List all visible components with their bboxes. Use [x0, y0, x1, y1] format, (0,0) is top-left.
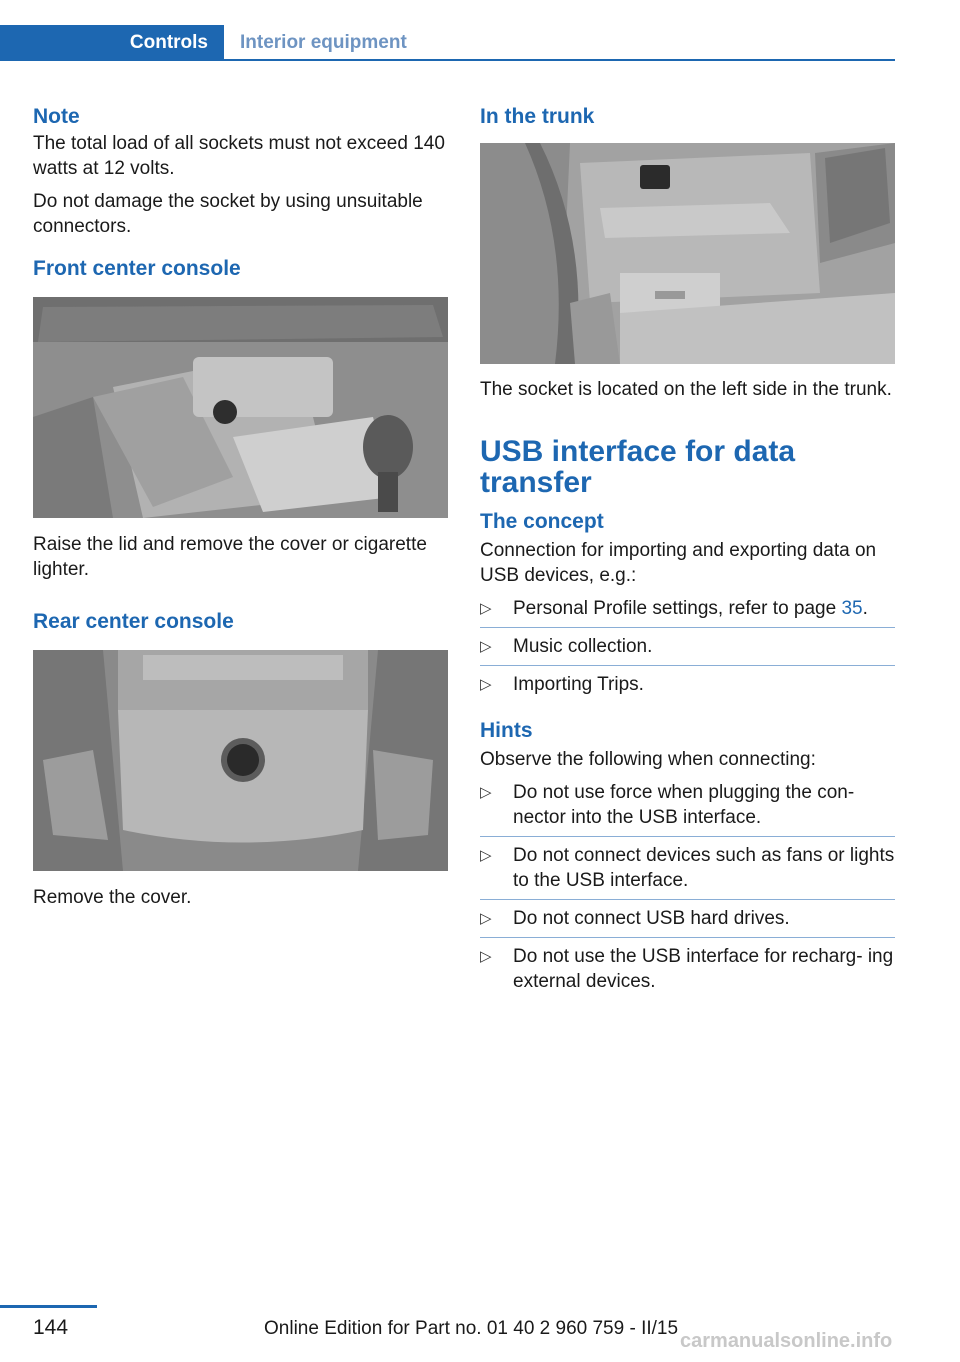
- front-center-console-heading: Front center console: [33, 257, 241, 280]
- page-header: [0, 25, 895, 61]
- note-heading: Note: [33, 105, 80, 128]
- page-number: 144: [33, 1316, 69, 1339]
- bullet-triangle-icon: ▷: [480, 676, 492, 693]
- edition-text: Online Edition for Part no. 01 40 2 960 759 - II/15: [264, 1318, 679, 1339]
- usb-interface-heading: USB interface for data transfer: [480, 435, 796, 499]
- list-item: ▷ Do not connect devices such as fans or lights to the USB interface.: [480, 836, 895, 899]
- hints-heading: Hints: [480, 719, 533, 742]
- list-item: ▷ Do not use force when plugging the con‐ nector into the USB interface.: [480, 782, 855, 828]
- concept-intro: Connection for importing and exporting data on USB devices, e.g.:: [480, 540, 877, 586]
- front-center-console-caption: Raise the lid and remove the cover or cigarette lighter.: [33, 534, 427, 580]
- bullet-triangle-icon: ▷: [480, 847, 492, 864]
- front-center-console-image: [33, 297, 448, 518]
- note-paragraph-1: The total load of all sockets must not exceed 140 watts at 12 volts.: [33, 133, 445, 179]
- list-item: ▷ Importing Trips.: [480, 665, 895, 697]
- footer-rule: [0, 1305, 97, 1308]
- trunk-heading: In the trunk: [480, 105, 595, 128]
- bullet-triangle-icon: ▷: [480, 948, 492, 965]
- watermark-text: carmanualsonline.info: [680, 1330, 893, 1352]
- concept-list: [480, 596, 895, 697]
- chapter-tab-interior-equipment[interactable]: Interior equipment: [240, 32, 407, 53]
- rear-center-console-heading: Rear center console: [33, 610, 234, 633]
- section-tab-controls[interactable]: Controls: [0, 25, 224, 61]
- bullet-triangle-icon: ▷: [480, 784, 492, 801]
- trunk-caption: The socket is located on the left side in the trunk.: [480, 379, 892, 400]
- list-item: ▷ Do not connect USB hard drives.: [480, 899, 895, 937]
- list-item: ▷ Music collection.: [480, 627, 895, 665]
- header-rule: [0, 59, 895, 61]
- hints-list: [480, 780, 895, 994]
- rear-center-console-caption: Remove the cover.: [33, 887, 192, 908]
- right-column: [480, 103, 895, 994]
- page-reference-link[interactable]: 35: [841, 598, 863, 619]
- rear-center-console-image: [33, 650, 448, 871]
- concept-heading: The concept: [480, 510, 604, 533]
- list-item: ▷ Personal Profile settings, refer to page 35.: [480, 598, 868, 619]
- left-column: [33, 103, 448, 910]
- bullet-triangle-icon: ▷: [480, 600, 492, 617]
- hints-intro: Observe the following when connecting:: [480, 749, 816, 770]
- bullet-triangle-icon: ▷: [480, 910, 492, 927]
- bullet-triangle-icon: ▷: [480, 638, 492, 655]
- trunk-socket-image: [480, 143, 895, 364]
- list-item: ▷ Do not use the USB interface for recharg‐ ing external devices.: [480, 937, 895, 994]
- note-paragraph-2: Do not damage the socket by using unsuitable connectors.: [33, 191, 423, 237]
